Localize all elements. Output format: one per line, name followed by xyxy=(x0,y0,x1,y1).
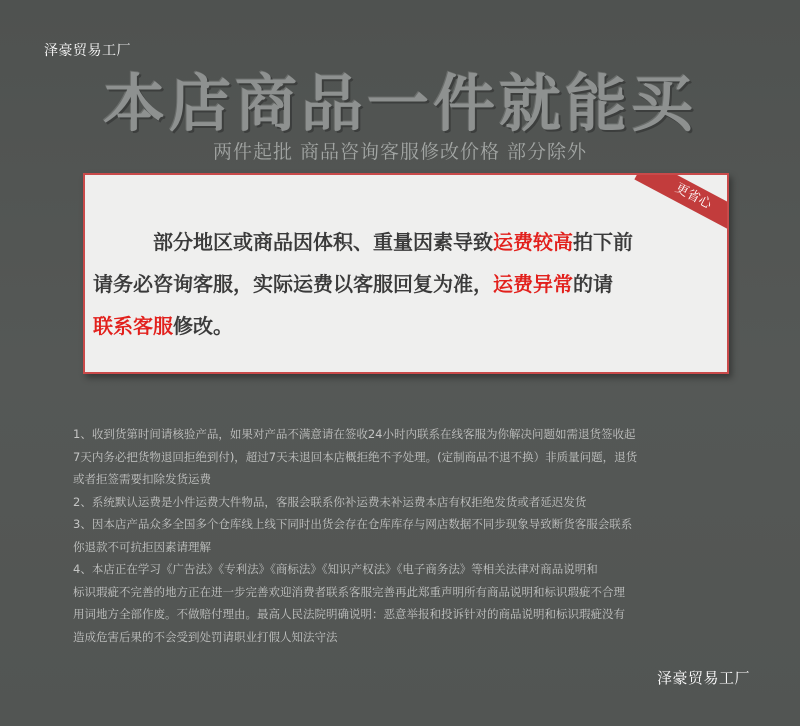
notice-text-5: 修改。 xyxy=(173,314,233,338)
policy-line: 标识瑕疵不完善的地方正在进一步完善欢迎消费者联系客服完善再此郑重声明所有商品说明和标识瑕疵不合理 xyxy=(73,584,625,599)
policy-line: 或者拒签需要扣除发货运费 xyxy=(73,472,211,486)
policy-line: 4、本店正在学习《广告法》《专利法》《商标法》《知识产权法》《电子商务法》等相关法律对商品说明和 xyxy=(73,562,598,576)
corner-ribbon: 更省心 xyxy=(634,173,729,236)
shipping-notice-card xyxy=(83,173,729,374)
highlight-high-shipping: 运费较高 xyxy=(493,230,573,254)
policy-line: 用词地方全部作废。不做赔付理由。最高人民法院明确说明：恶意举报和投诉针对的商品说明和标识瑕疵没有 xyxy=(73,607,625,621)
notice-line-1 xyxy=(93,221,721,263)
policy-notes xyxy=(73,423,743,648)
shipping-notice-text xyxy=(93,221,721,347)
notice-text-4: 的请 xyxy=(573,272,613,296)
watermark-top: 泽豪贸易工厂 xyxy=(44,43,131,59)
policy-line: 2、系统默认运费是小件运费大件物品，客服会联系你补运费未补运费本店有权拒绝发货或者延迟发货 xyxy=(73,494,587,509)
notice-text-2: 拍下前 xyxy=(573,230,633,254)
notice-line-2 xyxy=(93,263,721,305)
policy-line: 造成危害后果的不会受到处罚请职业打假人知法守法 xyxy=(73,629,338,644)
policy-line: 7天内务必把货物退回拒绝到付)，超过7天未退回本店概拒绝不予处理。(定制商品不退不换）非质量问题，退货 xyxy=(73,449,638,464)
subheadline: 两件起批 商品咨询客服修改价格 部分除外 xyxy=(212,141,588,163)
highlight-contact-service: 联系客服 xyxy=(93,314,173,338)
policy-line: 3、因本店产品众多全国多个仓库线上线下同时出货会存在仓库库存与网店数据不同步现象导致断货客服会联系 xyxy=(73,517,633,531)
policy-line: 你退款不可抗拒因素请理解 xyxy=(73,539,211,554)
headline: 本店商品一件就能买 xyxy=(102,67,697,140)
notice-line-3 xyxy=(93,305,721,347)
notice-text-3: 请务必咨询客服，实际运费以客服回复为准， xyxy=(93,272,493,296)
highlight-abnormal-shipping: 运费异常 xyxy=(493,272,573,296)
policy-line: 1、收到货第时间请核验产品，如果对产品不满意请在签收24小时内联系在线客服为你解决问题如需退货签收起 xyxy=(73,427,636,441)
watermark-bottom: 泽豪贸易工厂 xyxy=(656,669,750,687)
notice-text-1: 部分地区或商品因体积、重量因素导致 xyxy=(153,230,493,254)
